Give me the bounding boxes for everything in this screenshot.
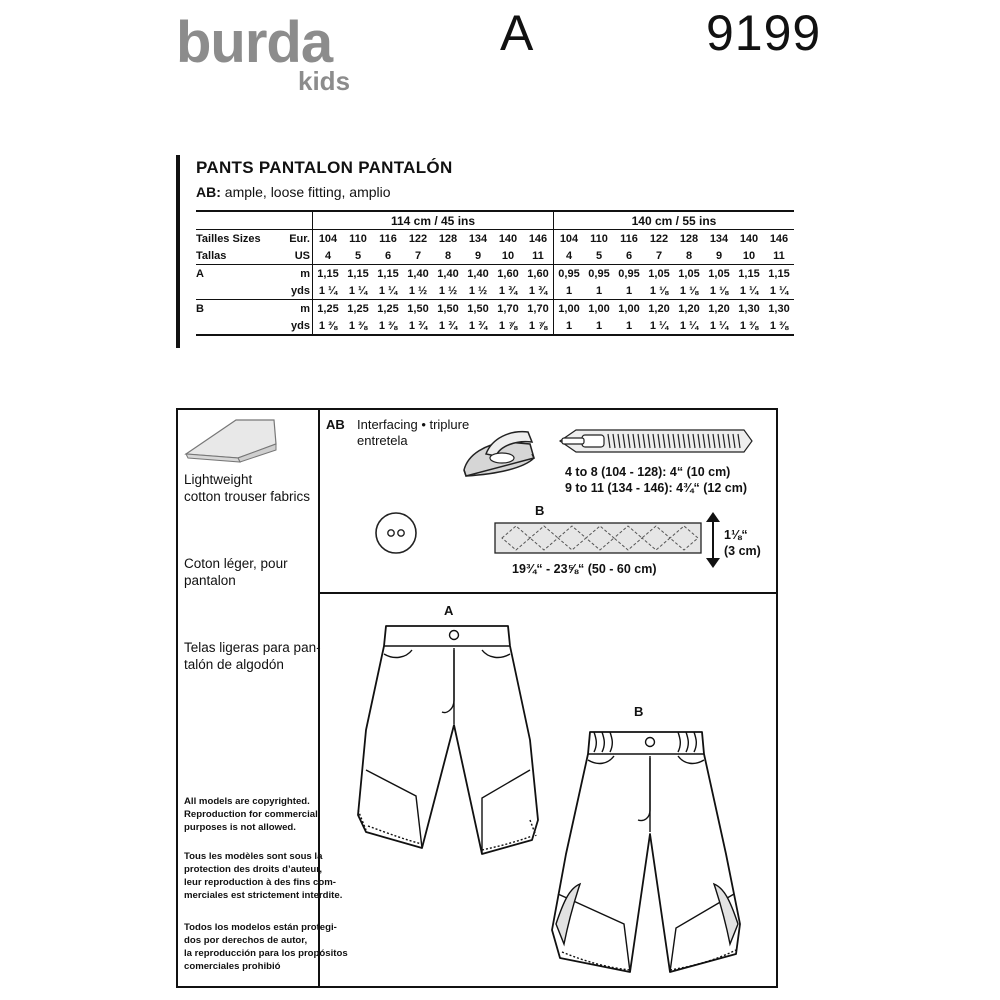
- text-line: Telas ligeras para pan-: [184, 640, 321, 655]
- subtitle-text: ample, loose fitting, amplio: [220, 184, 391, 200]
- table-row: [196, 282, 794, 300]
- table-cell: 1,20: [674, 300, 704, 318]
- table-cell: 1 ⅜: [373, 317, 403, 335]
- table-cell: 1 ¾: [403, 317, 433, 335]
- text-line: Coton léger, pour: [184, 556, 288, 571]
- table-cell: 1,50: [403, 300, 433, 318]
- brand-logo: burda: [176, 10, 333, 75]
- view-letter: A: [500, 5, 534, 61]
- table-cell: 1,30: [734, 300, 764, 318]
- text-line: protection des droits d’auteur,: [184, 863, 323, 875]
- table-cell: 1,15: [764, 265, 794, 283]
- elastic-width-arrow-icon: [704, 510, 722, 570]
- fabric-text-es: [184, 640, 321, 674]
- fabric-text-en: [184, 472, 310, 506]
- table-cell: 1 ½: [468, 284, 488, 297]
- table-row: [196, 247, 794, 265]
- text-line: entretela: [357, 433, 408, 449]
- table-cell: 1 ⅞: [523, 317, 554, 335]
- text-line: pantalon: [184, 572, 236, 588]
- table-cell: 1,00: [614, 300, 644, 318]
- text-line: purposes is not allowed.: [184, 821, 296, 833]
- table-cell: 1 ⅜: [343, 317, 373, 335]
- button-icon: [374, 511, 418, 555]
- table-cell: 6: [384, 249, 392, 262]
- table-cell: 1,00: [554, 300, 585, 318]
- brand-logo-sub: kids: [298, 66, 351, 96]
- fabric-text-fr: [184, 556, 288, 590]
- pants-view-b-illustration: [540, 724, 760, 979]
- text-line: Tous les modèles sont sous la: [184, 851, 323, 862]
- view-cell: A: [196, 265, 283, 283]
- copyright-es: [184, 922, 348, 974]
- table-cell: 1,05: [704, 265, 734, 283]
- table-cell: 1: [614, 317, 644, 335]
- table-cell: 122: [644, 230, 674, 248]
- table-cell: 1,60: [523, 265, 554, 283]
- table-cell: 1,70: [523, 300, 554, 318]
- text-line: (3 cm): [724, 543, 761, 558]
- unit-cell: yds: [283, 317, 313, 335]
- elastic-width: [724, 528, 761, 559]
- unit-cell: m: [283, 300, 313, 318]
- table-cell: 1,15: [313, 265, 344, 283]
- chart-subtitle: [196, 184, 391, 200]
- pants-view-a-illustration: [350, 620, 550, 865]
- view-cell: B: [196, 300, 283, 318]
- text-line: Interfacing • triplure: [357, 417, 470, 432]
- table-cell: 1,25: [313, 300, 344, 318]
- table-cell: 1: [565, 284, 573, 297]
- table-cell: 10: [501, 249, 515, 262]
- table-cell: 128: [674, 230, 704, 248]
- table-cell: 116: [614, 230, 644, 248]
- table-cell: 1 ⅜: [734, 317, 764, 335]
- text-line: Lightweight: [184, 472, 253, 487]
- table-cell: 1,25: [373, 300, 403, 318]
- table-cell: 1: [554, 317, 585, 335]
- table-cell: 134: [704, 230, 734, 248]
- table-cell: 7: [655, 249, 663, 262]
- zipper-icon: [558, 426, 754, 456]
- table-cell: 1,15: [343, 265, 373, 283]
- table-cell: 1,15: [373, 265, 403, 283]
- text-line: Todos los modelos están protegi-: [184, 922, 337, 933]
- copyright-fr: [184, 851, 342, 903]
- table-cell: 128: [433, 230, 463, 248]
- text-line: 9 to 11 (134 - 146): 4¾“ (12 cm): [565, 480, 748, 495]
- table-cell: 1,40: [463, 265, 493, 283]
- table-cell: 1: [584, 317, 614, 335]
- table-cell: 1 ½: [438, 284, 458, 297]
- table-cell: 4: [324, 249, 332, 262]
- table-cell: 4: [565, 249, 573, 262]
- table-cell: 1 ¾: [523, 282, 554, 300]
- table-row: [196, 230, 794, 248]
- pattern-number: 9199: [706, 5, 822, 61]
- table-cell: 134: [463, 230, 493, 248]
- table-cell: [196, 211, 283, 230]
- table-cell: 10: [742, 249, 756, 262]
- eur-label: Eur.: [283, 230, 313, 248]
- unit-cell: m: [283, 265, 313, 283]
- table-cell: 1,20: [644, 300, 674, 318]
- table-cell: 1 ⅛: [679, 284, 699, 297]
- table-cell: 11: [773, 249, 785, 262]
- text-line: 1⅛“: [724, 528, 748, 542]
- elastic-view: B: [535, 503, 545, 518]
- text-line: 4 to 8 (104 - 128): 4“ (10 cm): [565, 465, 731, 479]
- text-line: talón de algodón: [184, 656, 284, 672]
- table-cell: 122: [403, 230, 433, 248]
- table-cell: 1 ⅜: [313, 317, 344, 335]
- table-cell: 116: [373, 230, 403, 248]
- table-cell: 1,20: [704, 300, 734, 318]
- view-b-label: B: [634, 704, 644, 719]
- table-cell: 1 ¼: [644, 317, 674, 335]
- elastic-length: 19¾“ - 23⅝“ (50 - 60 cm): [512, 562, 657, 576]
- text-line: la reproducción para los propósitos: [184, 947, 348, 959]
- table-cell: 140: [734, 230, 764, 248]
- table-cell: 1 ¼: [378, 284, 398, 297]
- table-cell: 1 ⅞: [493, 317, 523, 335]
- view-cell: [196, 317, 283, 335]
- table-cell: 1,60: [493, 265, 523, 283]
- table-cell: 1 ¾: [433, 317, 463, 335]
- table-cell: 104: [554, 230, 585, 248]
- fabric-roll-icon: [184, 414, 284, 464]
- table-row: [196, 300, 794, 318]
- text-line: merciales est strictement interdite.: [184, 889, 343, 901]
- view-cell: [196, 282, 283, 300]
- table-cell: 1 ⅛: [649, 284, 669, 297]
- table-cell: 1 ⅜: [764, 317, 794, 335]
- table-cell: 1,05: [674, 265, 704, 283]
- copyright-en: [184, 796, 318, 835]
- table-cell: 140: [493, 230, 523, 248]
- fabric-width-header: 140 cm / 55 ins: [554, 211, 795, 230]
- table-cell: 1 ¼: [348, 284, 368, 297]
- table-cell: 146: [764, 230, 794, 248]
- table-row: [196, 265, 794, 283]
- table-cell: 1 ¼: [769, 284, 789, 297]
- table-cell: 1,50: [433, 300, 463, 318]
- yardage-table: [196, 210, 794, 336]
- table-cell: 146: [523, 230, 554, 248]
- table-cell: 1,40: [433, 265, 463, 283]
- table-cell: 1 ¼: [318, 284, 338, 297]
- table-cell: 1 ⅛: [709, 284, 729, 297]
- table-cell: 7: [414, 249, 422, 262]
- table-cell: [283, 211, 313, 230]
- table-cell: 1: [595, 284, 603, 297]
- table-cell: 0,95: [554, 265, 585, 283]
- chart-accent-bar: [176, 155, 180, 348]
- table-cell: 1,70: [493, 300, 523, 318]
- text-line: leur reproduction à des fins com-: [184, 876, 336, 888]
- text-line: Reproduction for commercial: [184, 808, 318, 820]
- size-label: Tailles Sizes: [196, 230, 283, 248]
- table-cell: 1,15: [734, 265, 764, 283]
- table-cell: 1 ¾: [498, 284, 518, 297]
- table-cell: 0,95: [614, 265, 644, 283]
- table-cell: 1 ¾: [463, 317, 493, 335]
- elastic-icon: [494, 522, 704, 556]
- table-cell: 1,00: [584, 300, 614, 318]
- table-cell: 1,50: [463, 300, 493, 318]
- interfacing-text: [357, 417, 469, 450]
- size-label: Tallas: [196, 249, 227, 262]
- table-cell: 11: [523, 247, 554, 265]
- row-divider: [318, 592, 778, 594]
- text-line: All models are copyrighted.: [184, 796, 310, 807]
- table-cell: 1: [625, 284, 633, 297]
- unit-cell: yds: [283, 282, 313, 300]
- table-cell: 1,05: [644, 265, 674, 283]
- table-cell: 1,25: [343, 300, 373, 318]
- table-cell: 1 ¼: [739, 284, 759, 297]
- table-cell: 9: [715, 249, 723, 262]
- table-cell: 1 ¼: [704, 317, 734, 335]
- iron-icon: [458, 424, 538, 480]
- table-cell: 8: [685, 249, 693, 262]
- chart-title: PANTS PANTALON PANTALÓN: [196, 158, 453, 177]
- table-cell: 5: [354, 249, 362, 262]
- table-cell: 110: [343, 230, 373, 248]
- table-row: [196, 211, 794, 230]
- zipper-lengths: [565, 465, 747, 496]
- table-row: [196, 317, 794, 335]
- text-line: comerciales prohibió: [184, 960, 281, 972]
- text-line: dos por derechos de autor,: [184, 934, 308, 946]
- text-line: cotton trouser fabrics: [184, 488, 311, 504]
- table-cell: 1,40: [403, 265, 433, 283]
- fabric-width-header: 114 cm / 45 ins: [313, 211, 554, 230]
- table-cell: 1 ¼: [674, 317, 704, 335]
- notions-views: AB: [326, 417, 345, 432]
- table-cell: 110: [584, 230, 614, 248]
- table-cell: 5: [595, 249, 603, 262]
- us-label: US: [283, 247, 313, 265]
- view-a-label: A: [444, 603, 454, 618]
- subtitle-code: AB:: [196, 184, 221, 200]
- table-cell: 0,95: [584, 265, 614, 283]
- table-cell: 9: [474, 249, 482, 262]
- table-cell: 8: [444, 249, 452, 262]
- table-cell: 1 ½: [408, 284, 428, 297]
- table-cell: 104: [313, 230, 344, 248]
- table-cell: 6: [625, 249, 633, 262]
- table-cell: 1,30: [764, 300, 794, 318]
